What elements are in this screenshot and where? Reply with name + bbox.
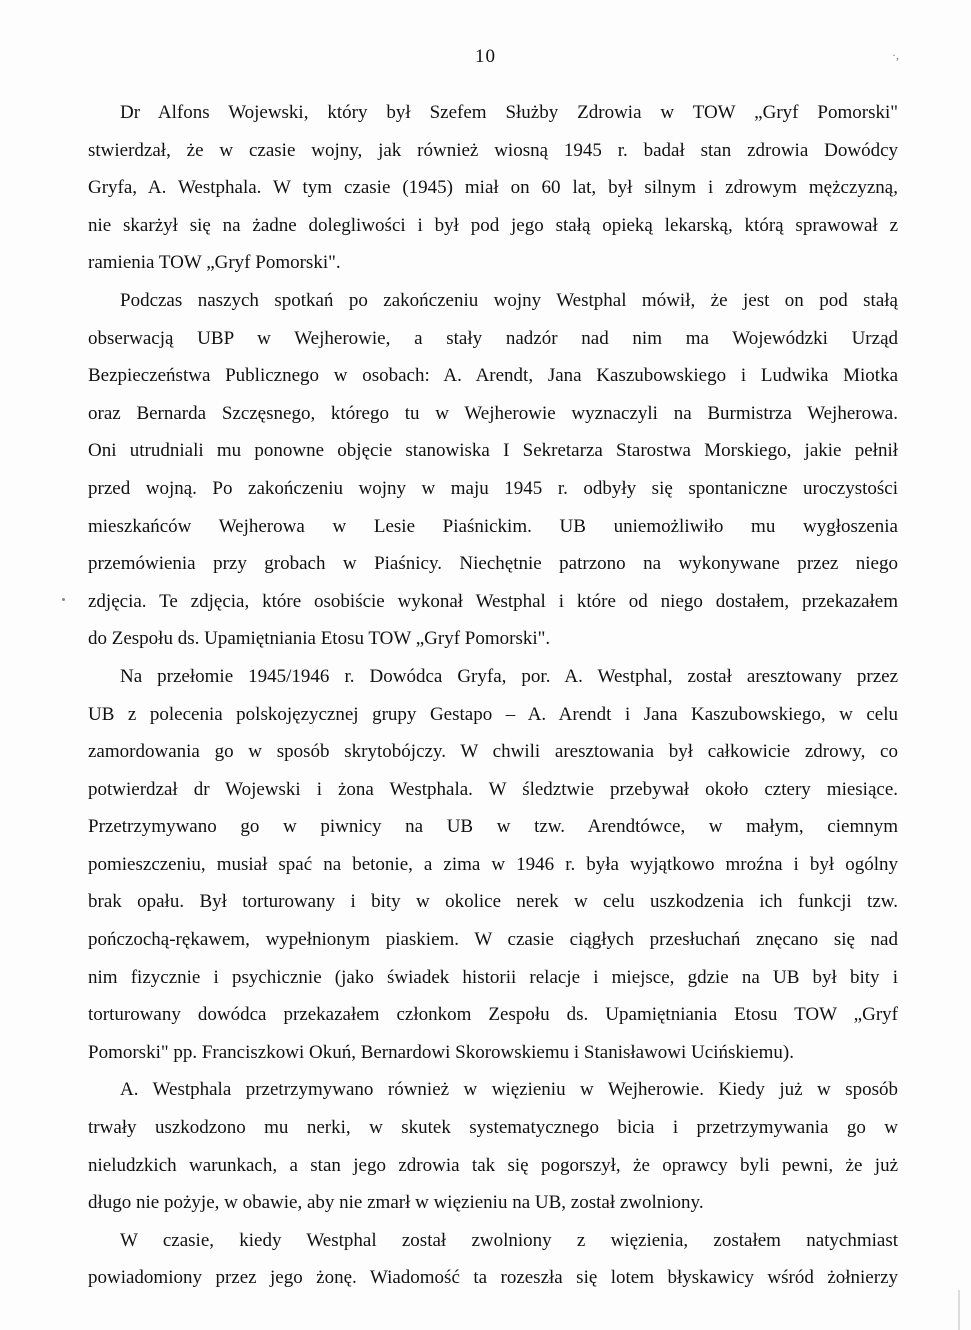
text-line: W czasie, kiedy Westphal został zwolniony z więzienia, zostałem natychmiast xyxy=(120,1229,898,1251)
corner-mark: ·, xyxy=(892,48,899,62)
scan-edge xyxy=(958,1290,960,1330)
text-line: Pomorski" pp. Franciszkowi Okuń, Bernardowi Skorowskiemu i Stanisławowi Ucińskiemu). xyxy=(88,1041,794,1063)
text-line: nim fizycznie i psychicznie (jako świadek historii relacje i miejsce, gdzie na UB był bity i xyxy=(88,966,898,988)
text-line: mieszkańców Wejherowa w Lesie Piaśnickim. UB uniemożliwiło mu wygłoszenia xyxy=(88,515,898,537)
text-line: torturowany dowódca przekazałem członkom Zespołu ds. Upamiętniania Etosu TOW „Gryf xyxy=(88,1004,898,1026)
text-line: UB z polecenia polskojęzycznej grupy Gestapo – A. Arendt i Jana Kaszubowskiego, w celu xyxy=(88,703,898,725)
text-line: obserwacją UBP w Wejherowie, a stały nadzór nad nim ma Wojewódzki Urząd xyxy=(88,327,898,349)
text-line: przed wojną. Po zakończeniu wojny w maju 1945 r. odbyły się spontaniczne uroczystości xyxy=(88,477,898,499)
text-line: nie skarżył się na żadne dolegliwości i był pod jego stałą opieką lekarską, którą sprawował z xyxy=(88,214,898,236)
text-line: pomieszczeniu, musiał spać na betonie, a zima w 1946 r. była wyjątkowo mroźna i był ogólny xyxy=(88,853,898,875)
text-line: stwierdzał, że w czasie wojny, jak również wiosną 1945 r. badał stan zdrowia Dowódcy xyxy=(88,139,898,161)
text-line: zdjęcia. Te zdjęcia, które osobiście wykonał Westphal i które od niego dostałem, przekazałem xyxy=(88,590,898,612)
text-line: zamordowania go w sposób skrytobójczy. W chwili aresztowania był całkowicie zdrowy, co xyxy=(88,741,898,763)
text-line: trwały uszkodzono mu nerki, w skutek systematycznego bicia i przetrzymywania go w xyxy=(88,1117,898,1139)
document-body xyxy=(88,94,898,1297)
text-line: do Zespołu ds. Upamiętniania Etosu TOW „Gryf Pomorski". xyxy=(88,628,551,650)
scan-speck xyxy=(62,598,65,601)
text-line: A. Westphala przetrzymywano również w więzieniu w Wejherowie. Kiedy już w sposób xyxy=(120,1079,898,1101)
text-line: powiadomiony przez jego żonę. Wiadomość ta rozeszła się lotem błyskawicy wśród żołnierzy xyxy=(88,1267,898,1289)
text-line: Podczas naszych spotkań po zakończeniu wojny Westphal mówił, że jest on pod stałą xyxy=(120,289,898,311)
text-line: Na przełomie 1945/1946 r. Dowódca Gryfa, por. A. Westphal, został aresztowany przez xyxy=(120,665,898,687)
text-line: przemówienia przy grobach w Piaśnicy. Niechętnie patrzono na wykonywane przez niego xyxy=(88,553,898,575)
text-line: ramienia TOW „Gryf Pomorski". xyxy=(88,252,341,274)
text-line: Gryfa, A. Westphala. W tym czasie (1945) miał on 60 lat, był silnym i zdrowym mężczyzną, xyxy=(88,177,898,199)
text-line: potwierdzał dr Wojewski i żona Westphala. W śledztwie przebywał około cztery miesiące. xyxy=(88,778,898,800)
text-line: Dr Alfons Wojewski, który był Szefem Służby Zdrowia w TOW „Gryf Pomorski" xyxy=(120,102,898,123)
text-line: brak opału. Był torturowany i bity w okolice nerek w celu uszkodzenia ich funkcji tzw. xyxy=(88,891,898,913)
page-number: 10 xyxy=(475,46,496,67)
text-line: oraz Bernarda Szczęsnego, którego tu w Wejherowie wyznaczyli na Burmistrza Wejherowa. xyxy=(88,402,898,424)
text-line: nieludzkich warunkach, a stan jego zdrowia tak się pogorszył, że oprawcy byli pewni, że już xyxy=(88,1154,898,1176)
text-line: pończochą-rękawem, wypełnionym piaskiem. W czasie ciągłych przesłuchań znęcano się nad xyxy=(88,929,898,951)
text-line: Bezpieczeństwa Publicznego w osobach: A. Arendt, Jana Kaszubowskiego i Ludwika Miotka xyxy=(88,365,898,387)
text-line: Przetrzymywano go w piwnicy na UB w tzw. Arendtówce, w małym, ciemnym xyxy=(88,816,898,838)
text-line: Oni utrudniali mu ponowne objęcie stanowiska I Sekretarza Starostwa Morskiego, jakie pełnił xyxy=(88,440,898,462)
text-line: długo nie pożyje, w obawie, aby nie zmarł w więzieniu na UB, został zwolniony. xyxy=(88,1192,704,1214)
